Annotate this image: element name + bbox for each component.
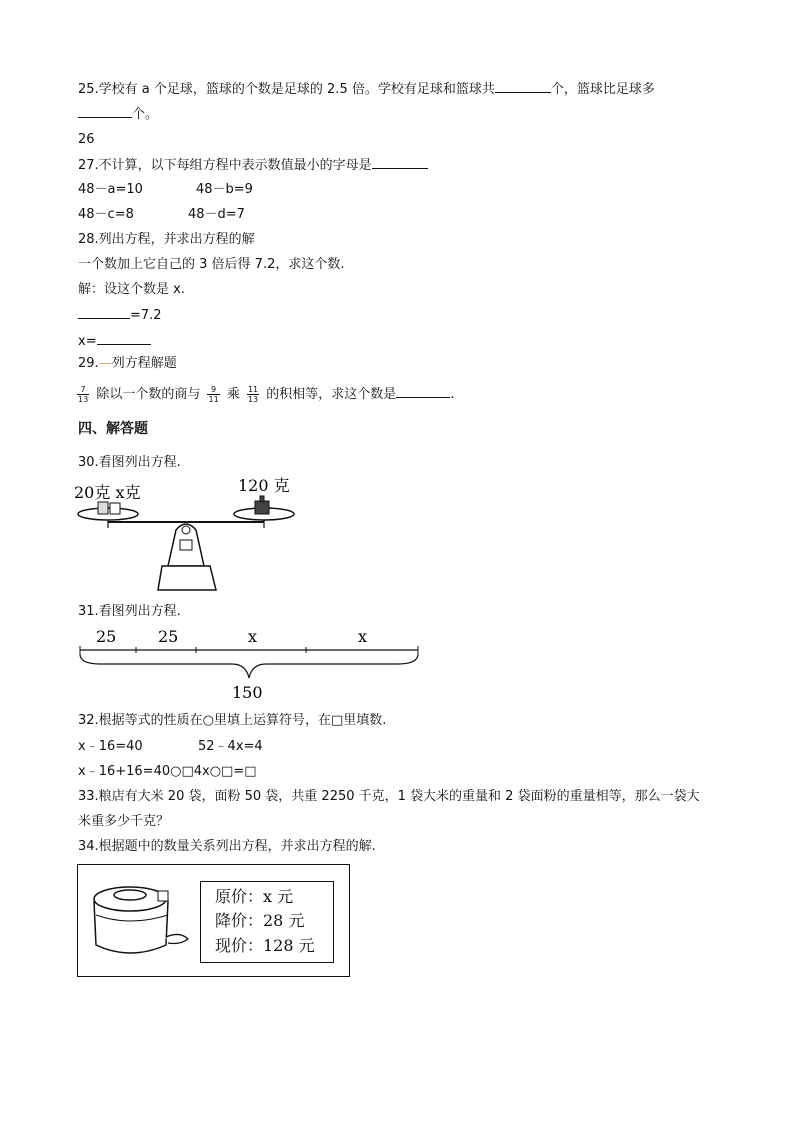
rice-cooker-icon: [88, 879, 192, 969]
section-4-title: 四、解答题: [78, 421, 148, 437]
q29-num: 29.: [78, 356, 99, 371]
q27-eq-b: 48－b=9: [196, 182, 253, 197]
q32-eq-3: x﹣16+16=40○□4x○□=□: [78, 764, 257, 779]
q29-title-text: 列方程解题: [111, 356, 177, 371]
q27-eq-d: 48－d=7: [188, 207, 245, 222]
q29-fraction-3: $\frac{11}{13}$: [247, 385, 259, 404]
q26-number: 26: [78, 132, 95, 147]
segment-label-x-b: x: [358, 627, 368, 646]
q27-eq-c: 48－c=8: [78, 207, 134, 222]
q28-eq-suffix: =7.2: [130, 308, 162, 323]
q29-text-3: 的积相等，求这个数是: [266, 387, 397, 402]
q29-text-1: 除以一个数的商与: [96, 387, 201, 402]
q25-text-end: 个，篮球比足球多: [550, 82, 655, 97]
q32-eq-1: x﹣16=40: [78, 739, 143, 754]
q29-text-2: 乘: [226, 387, 240, 402]
weight-x: [110, 503, 120, 514]
q28-x-blank[interactable]: [97, 332, 151, 345]
q29-dash: —: [98, 356, 112, 371]
segment-brace-figure: [76, 622, 426, 708]
segment-label-25-a: 25: [96, 627, 117, 646]
q27-title: [78, 156, 428, 174]
q25-blank-2[interactable]: [78, 105, 132, 118]
total-brace: [80, 654, 418, 678]
q32-title: 32.根据等式的性质在○里填上运算符号，在□里填数.: [78, 713, 387, 728]
q29-blank[interactable]: [396, 385, 450, 398]
q29-fraction-2: $\frac{9}{11}$: [208, 385, 219, 404]
scale-base: [158, 566, 216, 590]
price-reduction: 降价：28 元: [215, 911, 305, 930]
q30-left-label: 20克 x克: [74, 483, 141, 502]
q28-eq-blank[interactable]: [78, 306, 130, 319]
original-price: 原价：x 元: [215, 887, 294, 906]
balance-scale-figure: [72, 474, 312, 594]
q28-answer: [78, 332, 151, 350]
q25-blank-1[interactable]: [495, 80, 551, 93]
q28-x-prefix: x=: [78, 334, 97, 349]
q25-line2: [78, 105, 158, 123]
q27-eq-a: 48－a=10: [78, 182, 143, 197]
q27-blank[interactable]: [372, 156, 428, 169]
segment-label-25-b: 25: [158, 627, 179, 646]
rice-cooker-price-box: [77, 864, 350, 977]
q33-line2: 米重多少千克？: [78, 814, 170, 829]
q28-equation: [78, 306, 162, 324]
q31-title: 31.看图列出方程.: [78, 604, 181, 619]
weight-120g: [255, 501, 269, 514]
price-info-panel: [200, 881, 334, 963]
q28-solve: 解：设这个数是 x.: [78, 282, 185, 297]
q28-title: 28.列出方程，并求出方程的解: [78, 232, 255, 247]
q25-line1: [78, 80, 655, 98]
q25-text: 25.学校有 a 个足球，篮球的个数是足球的 2.5 倍。学校有足球和篮球共: [78, 82, 495, 97]
current-price: 现价：128 元: [215, 936, 315, 955]
q28-problem: 一个数加上它自己的 3 倍后得 7.2，求这个数.: [78, 257, 345, 272]
q25-line2-end: 个。: [132, 107, 159, 122]
q30-right-label: 120 克: [238, 476, 290, 495]
q29-title: [78, 355, 177, 372]
weight-20g: [98, 502, 108, 514]
total-label: 150: [232, 683, 263, 702]
q30-title: 30.看图列出方程.: [78, 455, 181, 470]
q29-problem: [74, 381, 454, 409]
q29-fraction-1: $\frac{7}{13}$: [78, 385, 89, 404]
q32-eq-2: 52﹣4x=4: [198, 739, 263, 754]
q34-title: 34.根据题中的数量关系列出方程，并求出方程的解.: [78, 839, 376, 854]
q27-title-text: 27.不计算，以下每组方程中表示数值最小的字母是: [78, 158, 372, 173]
q33-line1: 33.粮店有大米 20 袋，面粉 50 袋，共重 2250 千克，1 袋大米的重量和 2 袋面粉的重量相等，那么一袋大: [78, 789, 700, 804]
segment-label-x-a: x: [248, 627, 258, 646]
q29-text-4: .: [450, 387, 455, 402]
